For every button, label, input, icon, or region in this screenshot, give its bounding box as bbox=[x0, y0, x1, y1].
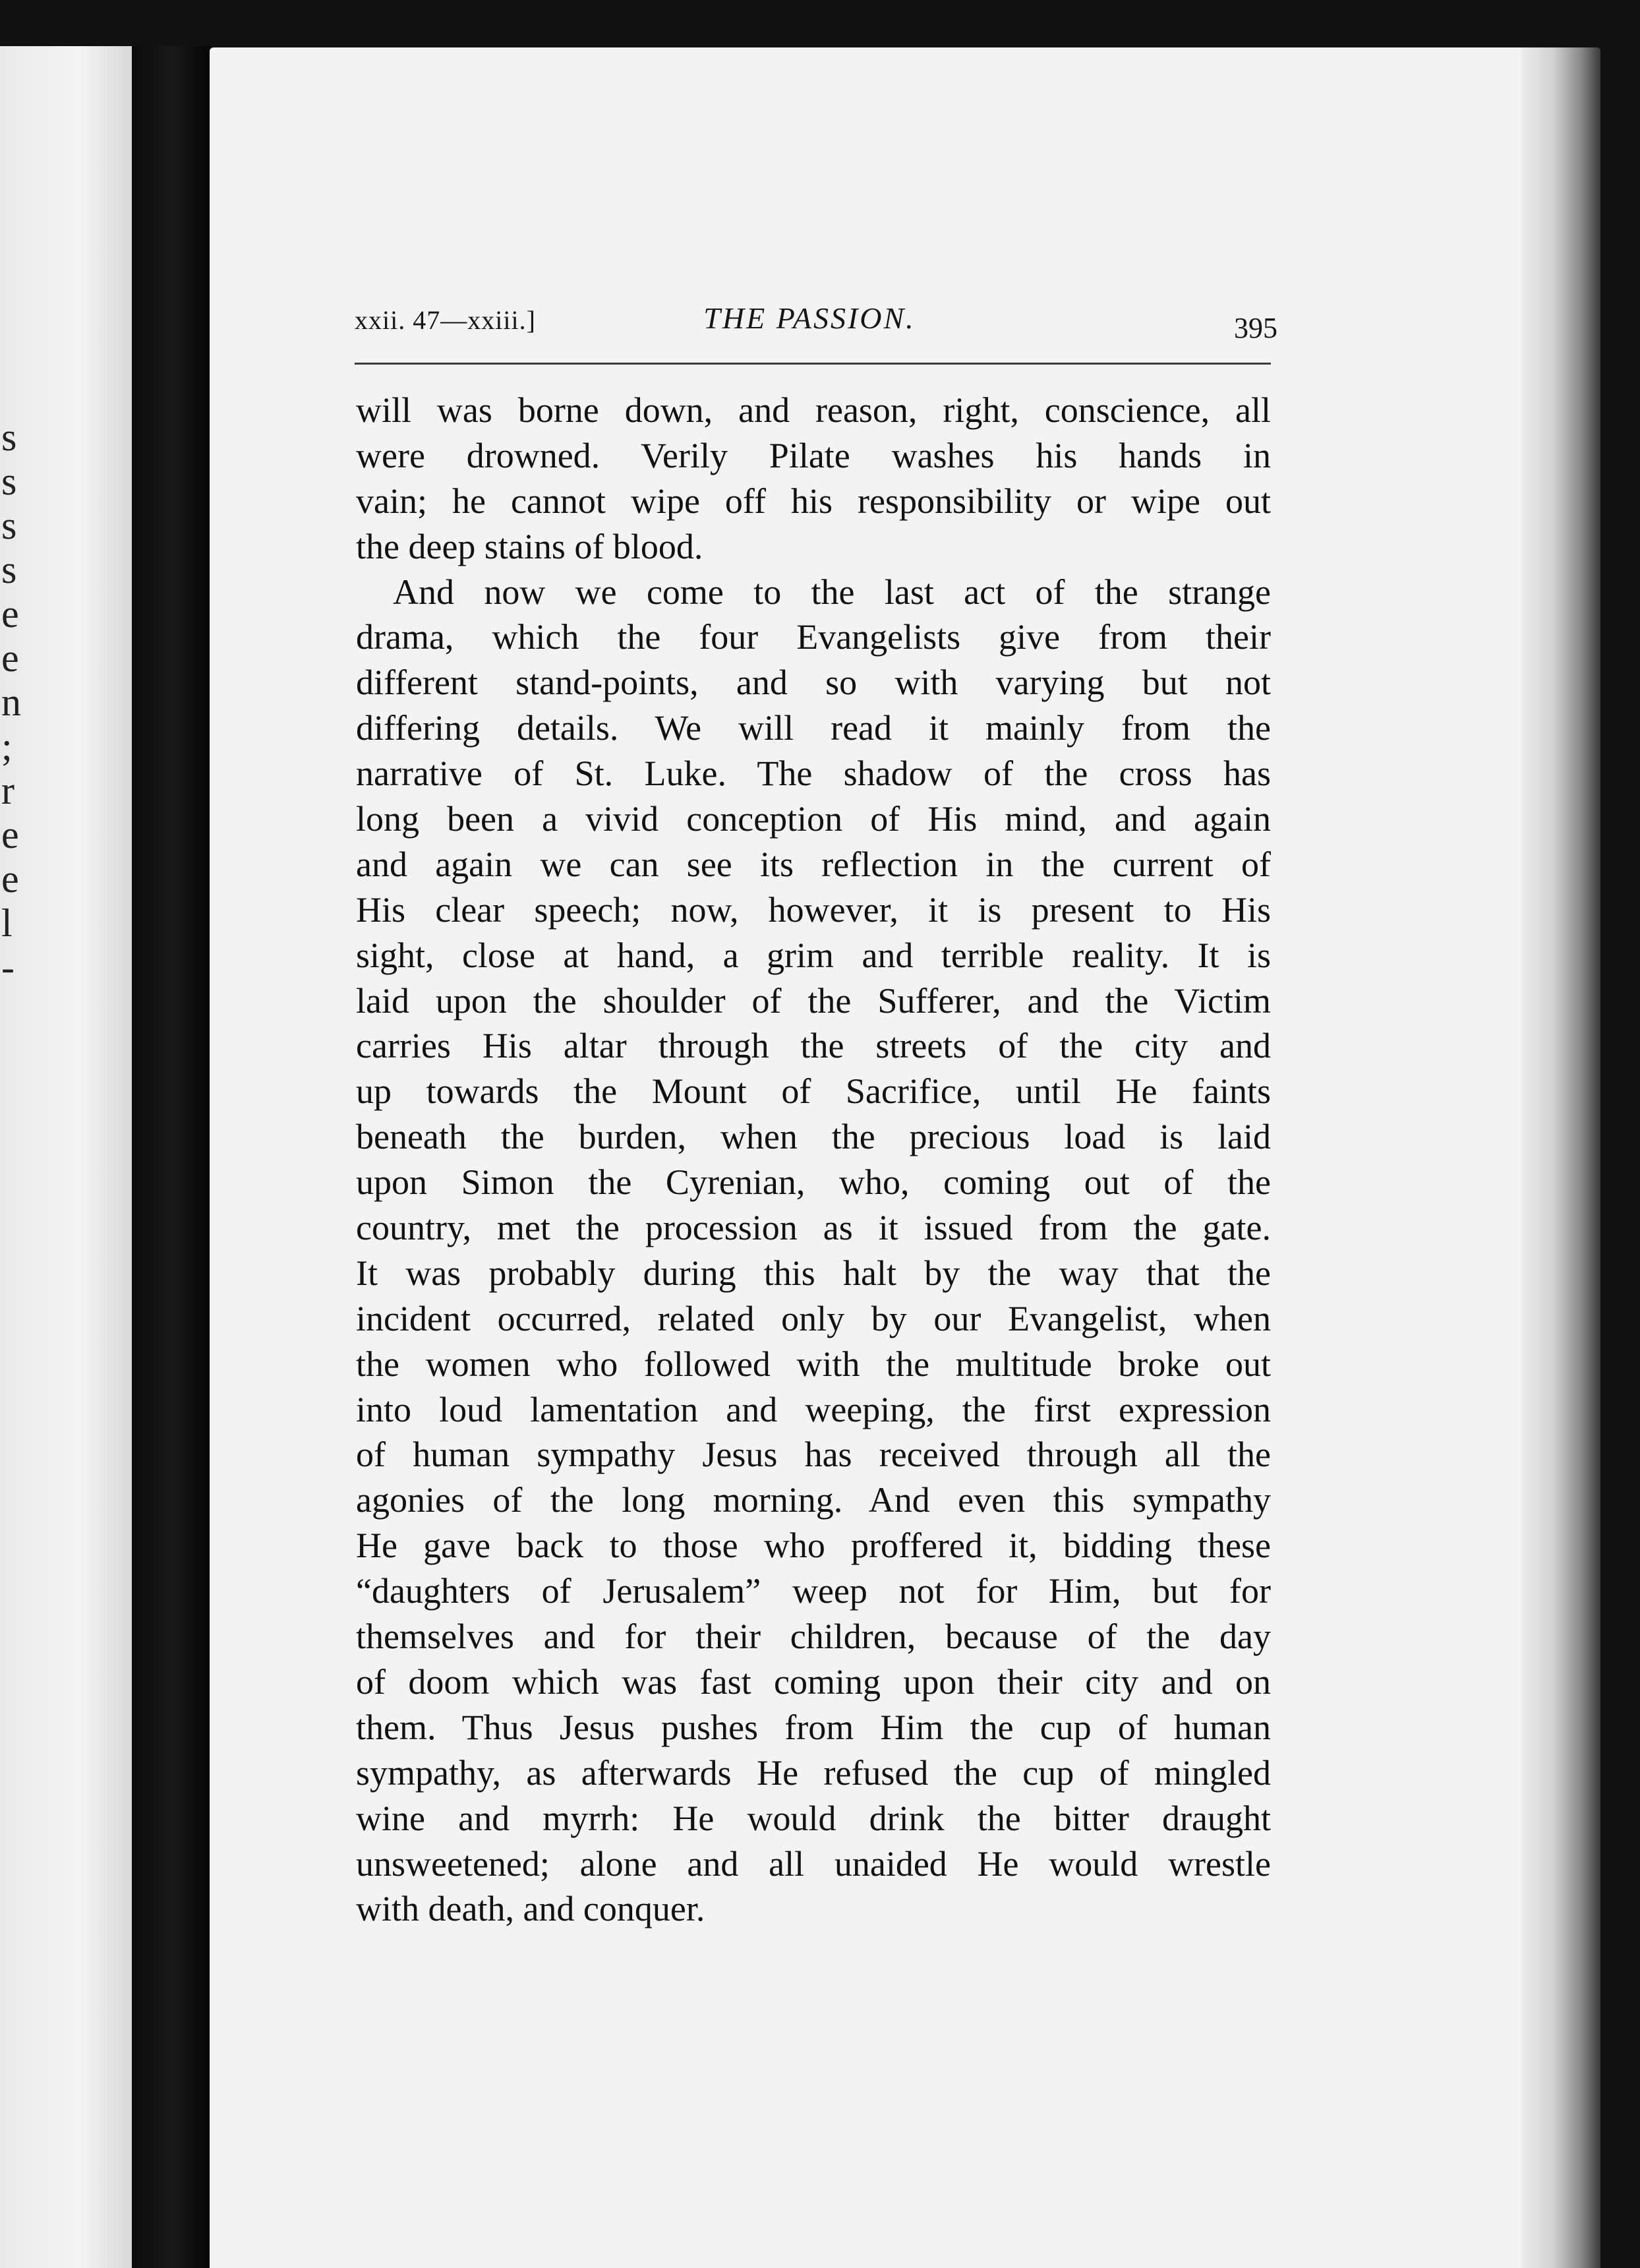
text-line: up towards the Mount of Sacrifice, until He faints bbox=[356, 1071, 1271, 1112]
text-line: drama, which the four Evangelists give from their bbox=[356, 617, 1271, 657]
text-line: “daughters of Jerusalem” weep not for Him, but for bbox=[356, 1571, 1271, 1611]
text-line: them. Thus Jesus pushes from Him the cup of human bbox=[356, 1707, 1271, 1747]
text-line: will was borne down, and reason, right, conscience, all bbox=[356, 390, 1271, 430]
text-line: sight, close at hand, a grim and terrible reality. It is bbox=[356, 935, 1271, 975]
book-gutter bbox=[132, 46, 211, 2268]
text-line: country, met the procession as it issued from the gate. bbox=[356, 1208, 1271, 1248]
text-line: long been a vivid conception of His mind, and again bbox=[356, 799, 1271, 839]
text-line: of doom which was fast coming upon their city and on bbox=[356, 1661, 1271, 1702]
text-line: the deep stains of blood. bbox=[356, 526, 703, 566]
text-line: the women who followed with the multitude broke out bbox=[356, 1344, 1271, 1384]
page-number: 395 bbox=[1234, 312, 1277, 344]
text-line: were drowned. Verily Pilate washes his hands in bbox=[356, 435, 1271, 475]
text-line: narrative of St. Luke. The shadow of the cross has bbox=[356, 754, 1271, 794]
page-edge-shadow bbox=[1521, 47, 1600, 2268]
text-line: It was probably during this halt by the way that the bbox=[356, 1253, 1271, 1293]
text-line: unsweetened; alone and all unaided He would wrestle bbox=[356, 1843, 1271, 1884]
facing-page-edge bbox=[0, 46, 132, 2268]
text-line: vain; he cannot wipe off his responsibility or wipe out bbox=[356, 481, 1271, 521]
page-title: THE PASSION. bbox=[703, 301, 916, 335]
text-line: sympathy, as afterwards He refused the cup of mingled bbox=[356, 1752, 1271, 1793]
paragraph-1 bbox=[356, 388, 1271, 570]
text-line: of human sympathy Jesus has received through all the bbox=[356, 1435, 1271, 1475]
chapter-reference: xxii. 47—xxiii.] bbox=[355, 305, 536, 335]
text-line: He gave back to those who proffered it, bidding these bbox=[356, 1526, 1271, 1566]
text-line: differing details. We will read it mainly from the bbox=[356, 708, 1271, 748]
running-head bbox=[355, 301, 1277, 364]
text-line: beneath the burden, when the precious load is laid bbox=[356, 1117, 1271, 1157]
text-line: agonies of the long morning. And even this sympathy bbox=[356, 1480, 1271, 1520]
text-line: with death, and conquer. bbox=[356, 1889, 705, 1929]
text-line: themselves and for their children, because of the day bbox=[356, 1617, 1271, 1657]
text-line: upon Simon the Cyrenian, who, coming out of the bbox=[356, 1162, 1271, 1203]
text-line: His clear speech; now, however, it is present to His bbox=[356, 889, 1271, 930]
text-line: wine and myrrh: He would drink the bitter draught bbox=[356, 1798, 1271, 1838]
body-text bbox=[356, 388, 1271, 1932]
text-line: laid upon the shoulder of the Sufferer, and the Victim bbox=[356, 980, 1271, 1021]
text-line: and again we can see its reflection in the current of bbox=[356, 844, 1271, 884]
header-rule bbox=[355, 363, 1271, 365]
paragraph-2 bbox=[356, 570, 1271, 1932]
text-line: into loud lamentation and weeping, the first expression bbox=[356, 1389, 1271, 1429]
book-page bbox=[210, 47, 1600, 2268]
text-line: incident occurred, related only by our Evangelist, when bbox=[356, 1298, 1271, 1338]
facing-page-letters: s s s s e e n ; r e e l - bbox=[1, 415, 21, 989]
text-line: And now we come to the last act of the strange bbox=[393, 572, 1271, 612]
text-line: different stand-points, and so with varying but not bbox=[356, 663, 1271, 703]
text-line: carries His altar through the streets of the city and bbox=[356, 1026, 1271, 1066]
